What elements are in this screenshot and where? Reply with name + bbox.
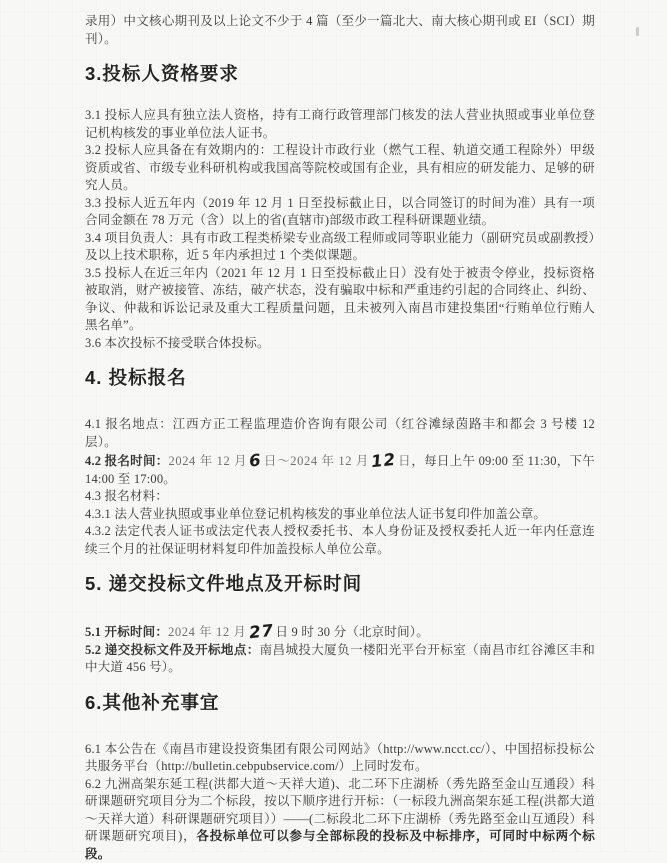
paragraph-4-3-2: 4.3.2 法定代表人证书或法定代表人授权委托书、本人身份证及授权委托人近一年内任意连续三个月的社保证明材料复印件加盖投标人单位公章。: [85, 523, 595, 558]
paragraph-6-2: [85, 776, 595, 863]
printed-date-middle: 日～2024 年 12 月: [264, 454, 369, 468]
paragraph-3-1: 3.1 投标人应具有独立法人资格，持有工商行政管理部门核发的法人营业执照或事业单位登记机构核发的事业单位法人证书。: [85, 107, 595, 142]
submission-location-label: 5.2 递交投标文件及开标地点：: [85, 643, 260, 657]
paragraph-5-2: [85, 642, 595, 677]
paragraph-4-1: 4.1 报名地点：江西方正工程监理造价咨询有限公司（红谷滩绿茵路丰和都会 3 号楼 12 层）。: [85, 416, 595, 451]
paragraph-5-1: [85, 622, 595, 642]
lot-award-rule-bold-text: 各投标单位可以参与全部标段的投标及中标排序，可同时中标两个标段。: [85, 829, 595, 861]
paragraph-6-1: 6.1 本公告在《南昌市建设投资集团有限公司网站》（http://www.ncct.cc/）、中国招标投标公共服务平台（http://bulletin.cebpubservice.com/）上同时发布。: [85, 741, 595, 776]
paragraph-3-6: 3.6 本次投标不接受联合体投标。: [85, 335, 595, 353]
printed-date-start: 2024 年 12 月: [169, 454, 248, 468]
paragraph-4-2: [85, 451, 595, 488]
section-heading-5: 5. 递交投标文件地点及开标时间: [85, 572, 595, 596]
section-heading-6: 6.其他补充事宜: [85, 691, 595, 715]
registration-time-label: 4.2 报名时间：: [85, 454, 169, 468]
lot-division-text: 6.2 九洲高架东延工程(洪都大道～天祥大道)、北二环下庄湖桥（秀先路至金山互通段）科研课题研究项目分为二个标段，按以下顺序进行开标：（一标段九洲高架东延工程(洪都大道～天祥大道）科研课题研究项目））——(二标段北二环下庄湖桥（秀先路至金山互通段）科研课题研究项目)，: [85, 777, 595, 844]
handwritten-day-6: 6: [247, 451, 265, 470]
section-heading-3: 3.投标人资格要求: [85, 62, 595, 86]
intro-paragraph: 录用）中文核心期刊及以上论文不少于 4 篇（至少一篇北大、南大核心期刊或 EI（SCI）期刊）。: [85, 13, 595, 48]
printed-opening-date: 2024 年 12 月: [168, 625, 246, 639]
bid-opening-time-detail: 日 9 时 30 分（北京时间）。: [276, 625, 429, 639]
handwritten-day-12: 12: [368, 451, 399, 471]
bid-opening-time-label: 5.1 开标时间：: [85, 625, 168, 639]
paragraph-3-2: 3.2 投标人应具备在有效期内的：工程设计市政行业（燃气工程、轨道交通工程除外）甲级资质或省、市级专业科研机构或我国高等院校或国有企业，具有相应的研发能力、足够的研究人员。: [85, 142, 595, 195]
submission-location-detail: 南昌城投大厦负一楼阳光平台开标室（南昌市红谷滩区丰和中大道 456 号）。: [85, 643, 595, 675]
paragraph-3-5: 3.5 投标人在近三年内（2021 年 12 月 1 日至投标截止日）没有处于被责令停业，投标资格被取消，财产被接管、冻结，破产状态，没有骗取中标和严重违约引起的合同终止、纠纷、争议、仲裁和诉讼记录及重大工程质量问题，且未被列入南昌市建投集团“行贿单位行贿人黑名单”。: [85, 265, 595, 335]
paragraph-3-3: 3.3 投标人近五年内（2019 年 12 月 1 日至投标截止日，以合同签订的时间为准）具有一项合同金额在 78 万元（含）以上的省(直辖市)部级市政工程科研课题业绩。: [85, 195, 595, 230]
handwritten-day-27: 27: [246, 622, 277, 642]
section-heading-4: 4. 投标报名: [85, 366, 595, 390]
paragraph-3-4: 3.4 项目负责人：具有市政工程类桥梁专业高级工程师或同等职业能力（副研究员或副教授）及以上技术职称，近 5 年内承担过 1 个类似课题。: [85, 230, 595, 265]
printed-date-day-char: 日: [398, 454, 411, 468]
paragraph-4-3: 4.3 报名材料：: [85, 488, 595, 506]
scan-artifact: [636, 27, 639, 36]
paragraph-4-3-1: 4.3.1 法人营业执照或事业单位登记机构核发的事业单位法人证书复印件加盖公章。: [85, 506, 595, 524]
registration-time-detail: ，每日上午 09:00 至 11:30，下午 14:00 至 17:00。: [85, 454, 595, 486]
